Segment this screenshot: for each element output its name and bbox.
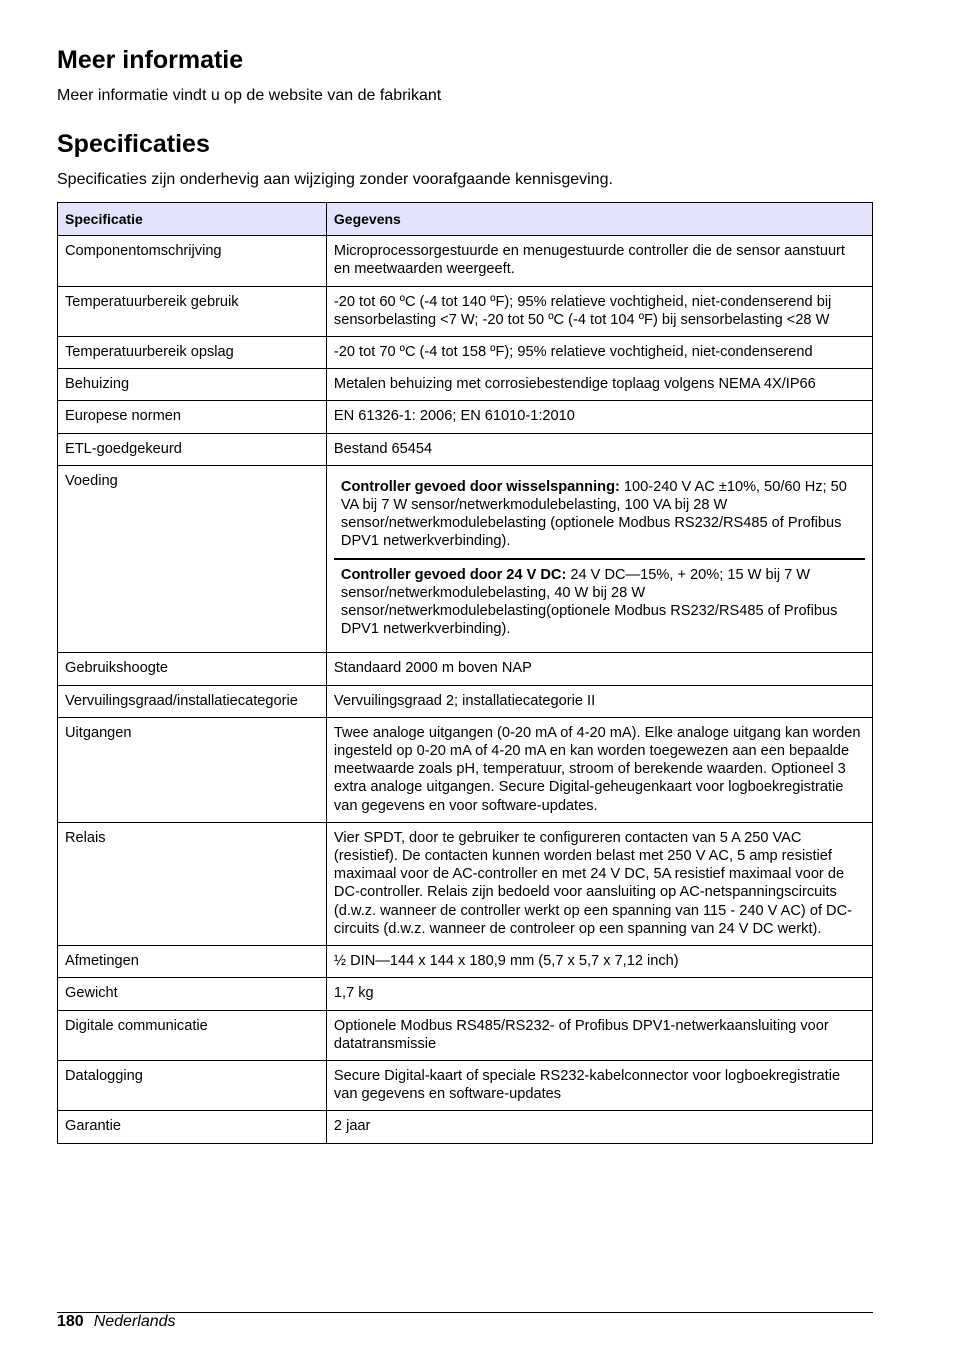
- spec-value: Secure Digital-kaart of speciale RS232-kabelconnector voor logboekregistratie van gegevens en software-updates: [326, 1060, 872, 1110]
- column-header-data: Gegevens: [326, 203, 872, 236]
- spec-name: Digitale communicatie: [58, 1010, 327, 1060]
- table-row: [58, 236, 873, 286]
- spec-value: Optionele Modbus RS485/RS232- of Profibus DPV1-netwerkaansluiting voor datatransmissie: [326, 1010, 872, 1060]
- spec-value: ½ DIN—144 x 144 x 180,9 mm (5,7 x 5,7 x 7,12 inch): [326, 946, 872, 978]
- spec-name: Gebruikshoogte: [58, 653, 327, 685]
- section-title-more-info: Meer informatie: [57, 46, 244, 74]
- spec-value: [326, 465, 872, 653]
- spec-value: Vervuilingsgraad 2; installatiecategorie II: [326, 685, 872, 717]
- page-footer: [57, 1312, 176, 1332]
- more-info-text: Meer informatie vindt u op de website van de fabrikant: [57, 87, 442, 104]
- table-row: [58, 946, 873, 978]
- specifications-text: Specificaties zijn onderhevig aan wijziging zonder voorafgaande kennisgeving.: [57, 171, 613, 188]
- table-row: [58, 685, 873, 717]
- spec-name: Behuizing: [58, 369, 327, 401]
- spec-value: Microprocessorgestuurde en menugestuurde controller die de sensor aanstuurt en meetwaarden weergeeft.: [326, 236, 872, 286]
- spec-name: Temperatuurbereik opslag: [58, 337, 327, 369]
- table-row: [58, 978, 873, 1010]
- table-row: [58, 369, 873, 401]
- power-ac-block: [334, 472, 865, 558]
- table-row: [58, 433, 873, 465]
- table-row: [58, 401, 873, 433]
- specifications-table: [57, 202, 873, 1144]
- spec-name: Europese normen: [58, 401, 327, 433]
- table-row: [58, 822, 873, 945]
- footer-language: Nederlands: [93, 1313, 176, 1330]
- spec-name: Relais: [58, 822, 327, 945]
- spec-value: Standaard 2000 m boven NAP: [326, 653, 872, 685]
- power-ac-text: 100-240 V AC ±10%, 50/60 Hz; 50 VA bij 7 W sensor/netwerkmodulebelasting, 100 VA bij 28 W sensor/netwerkmodulebelasting (optionele Modbus RS232/RS485 of Profibus DPV1 netwerkverbinding).: [340, 478, 847, 550]
- spec-name: Voeding: [58, 465, 327, 653]
- spec-value: EN 61326-1: 2006; EN 61010-1:2010: [326, 401, 872, 433]
- power-ac-label: Controller gevoed door wisselspanning:: [340, 478, 620, 495]
- spec-name: Garantie: [58, 1111, 327, 1143]
- spec-value: -20 tot 60 ºC (-4 tot 140 ºF); 95% relatieve vochtigheid, niet-condenserend bij sensorbelasting <7 W; -20 tot 50 ºC (-4 tot 104 ºF) bij sensorbelasting <28 W: [326, 286, 872, 336]
- spec-value: Vier SPDT, door te gebruiker te configureren contacten van 5 A 250 VAC (resistief). De contacten kunnen worden belast met 250 V AC, 5 amp resistief maximaal voor de AC-controller en met 24 V DC, 5A resistief maximaal voor de DC-controller. Relais zijn bedoeld voor aansluiting op AC-netspanningscircuits (d.w.z. wanneer de controller werkt op een spanning van 115 - 240 V AC) of DC-circuits (d.w.z. wanneer de controleer op een spanning van 24 V DC werkt).: [326, 822, 872, 945]
- power-dc-label: Controller gevoed door 24 V DC:: [340, 566, 567, 583]
- table-row: [58, 286, 873, 336]
- table-row: [58, 1010, 873, 1060]
- spec-value: Twee analoge uitgangen (0-20 mA of 4-20 mA). Elke analoge uitgang kan worden ingesteld op 0-20 mA of 4-20 mA en kan worden toegewezen aan een bepaalde meetwaarde zoals pH, temperatuur, stroom of berekende waarden. Optioneel 3 extra analoge uitgangen. Secure Digital-geheugenkaart voor logboekregistratie van gegevens en voor software-updates.: [326, 717, 872, 822]
- spec-value: 1,7 kg: [326, 978, 872, 1010]
- spec-name: Componentomschrijving: [58, 236, 327, 286]
- table-row: [58, 1060, 873, 1110]
- spec-name: Afmetingen: [58, 946, 327, 978]
- column-header-specification: Specificatie: [58, 203, 327, 236]
- spec-name: Gewicht: [58, 978, 327, 1010]
- spec-name: ETL-goedgekeurd: [58, 433, 327, 465]
- table-row: [58, 1111, 873, 1143]
- spec-value: Metalen behuizing met corrosiebestendige toplaag volgens NEMA 4X/IP66: [326, 369, 872, 401]
- spec-value: -20 tot 70 ºC (-4 tot 158 ºF); 95% relatieve vochtigheid, niet-condenserend: [326, 337, 872, 369]
- spec-name: Temperatuurbereik gebruik: [58, 286, 327, 336]
- table-row: [58, 465, 873, 653]
- table-row: [58, 717, 873, 822]
- table-header-row: [58, 203, 873, 236]
- footer-divider: [57, 1312, 873, 1313]
- spec-value: Bestand 65454: [326, 433, 872, 465]
- spec-name: Uitgangen: [58, 717, 327, 822]
- table-row: [58, 337, 873, 369]
- spec-value: 2 jaar: [326, 1111, 872, 1143]
- spec-name: Vervuilingsgraad/installatiecategorie: [58, 685, 327, 717]
- page-number: 180: [57, 1313, 84, 1330]
- power-dc-block: [334, 558, 865, 646]
- section-title-specifications: Specificaties: [57, 130, 210, 158]
- spec-name: Datalogging: [58, 1060, 327, 1110]
- power-dc-text: 24 V DC—15%, + 20%; 15 W bij 7 W sensor/netwerkmodulebelasting, 40 W bij 28 W sensor/netwerkmodulebelasting(optionele Modbus RS232/RS485 of Profibus DPV1 netwerkverbinding).: [340, 566, 838, 638]
- table-row: [58, 653, 873, 685]
